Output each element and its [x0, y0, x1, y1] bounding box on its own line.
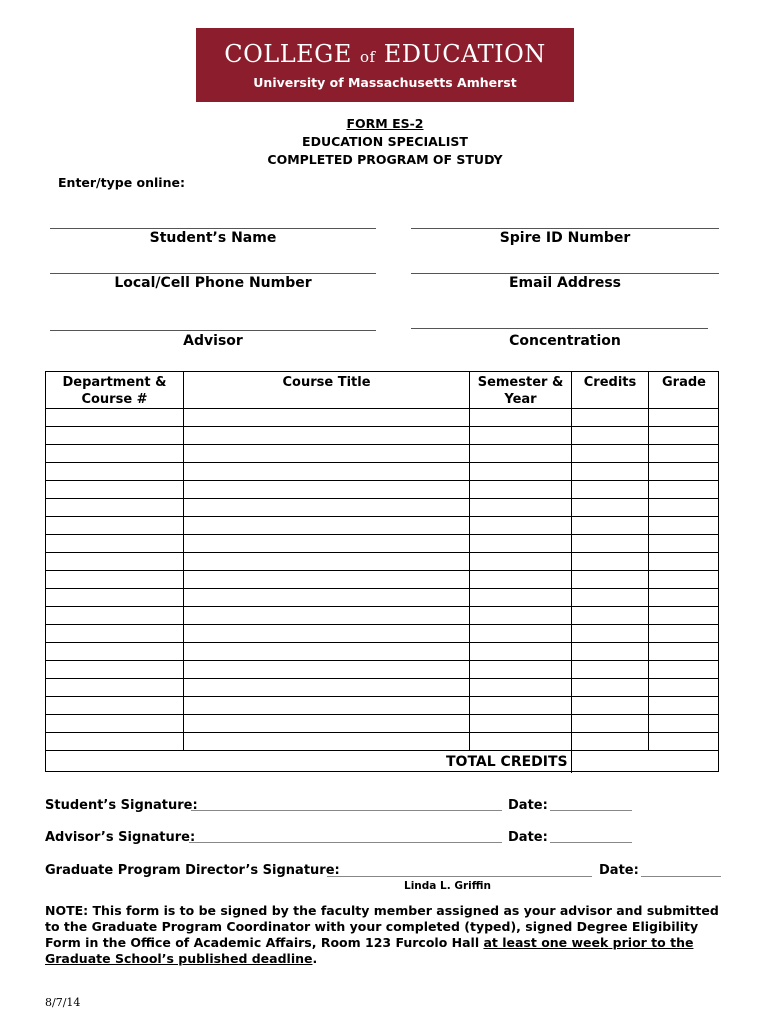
email-label: Email Address — [508, 275, 621, 291]
table-row[interactable] — [46, 553, 718, 570]
note-text: NOTE: This form is to be signed by the faculty member assigned as your advisor and submitted to the Graduate Program Coordinator with your completed (typed), signed Degree Eligibility Form in the Office of Academic Affairs, Room 123 Furcolo Hall — [45, 903, 719, 950]
table-row[interactable] — [46, 697, 718, 714]
table-row[interactable] — [46, 427, 718, 444]
email-field[interactable] — [411, 273, 719, 274]
header-semester: Semester & Year — [477, 375, 564, 407]
advisor-field[interactable] — [50, 330, 376, 331]
advisor-label: Advisor — [183, 333, 243, 349]
table-row[interactable] — [46, 409, 718, 426]
form-id: FORM ES-2 — [346, 116, 424, 131]
concentration-label: Concentration — [509, 333, 621, 349]
table-column-divider — [183, 372, 184, 750]
director-date-label: Date: — [599, 863, 639, 878]
table-column-divider — [648, 372, 649, 750]
phone-label: Local/Cell Phone Number — [114, 275, 312, 291]
table-row[interactable] — [46, 679, 718, 696]
table-row[interactable] — [46, 481, 718, 498]
spire-id-label: Spire ID Number — [499, 230, 631, 246]
director-signature-field[interactable] — [327, 876, 592, 877]
phone-field[interactable] — [50, 273, 376, 274]
table-row[interactable] — [46, 625, 718, 642]
revision-date: 8/7/14 — [45, 996, 81, 1009]
table-row[interactable] — [46, 733, 718, 750]
table-row[interactable] — [46, 571, 718, 588]
table-row[interactable] — [46, 715, 718, 732]
table-column-divider — [469, 372, 470, 750]
spire-id-field[interactable] — [411, 228, 719, 229]
course-table — [45, 371, 719, 772]
table-column-divider — [571, 372, 572, 773]
total-credits-field[interactable] — [572, 751, 718, 771]
student-name-label: Student’s Name — [149, 230, 277, 246]
table-row[interactable] — [46, 463, 718, 480]
form-subtitle: EDUCATION SPECIALIST — [302, 134, 468, 149]
student-name-field[interactable] — [50, 228, 376, 229]
logo-education: EDUCATION — [383, 40, 546, 68]
table-row[interactable] — [46, 589, 718, 606]
advisor-signature-field[interactable] — [189, 842, 502, 843]
logo-of: of — [359, 48, 376, 66]
director-date-field[interactable] — [641, 876, 721, 877]
logo-subtitle: University of Massachusetts Amherst — [253, 75, 517, 90]
submission-note — [45, 903, 727, 967]
form-title: COMPLETED PROGRAM OF STUDY — [267, 152, 503, 167]
student-signature-label: Student’s Signature: — [45, 798, 198, 813]
table-row[interactable] — [46, 607, 718, 624]
student-date-label: Date: — [508, 798, 548, 813]
concentration-field[interactable] — [411, 328, 708, 329]
college-logo — [196, 28, 574, 102]
director-signature-label: Graduate Program Director’s Signature: — [45, 863, 340, 878]
header-course-title: Course Title — [282, 375, 371, 390]
table-row[interactable] — [46, 499, 718, 516]
table-row[interactable] — [46, 643, 718, 660]
table-row[interactable] — [46, 661, 718, 678]
header-department: Department & Course # — [62, 375, 167, 407]
advisor-date-field[interactable] — [550, 842, 632, 843]
logo-college: COLLEGE — [224, 40, 352, 68]
student-date-field[interactable] — [550, 810, 632, 811]
logo-title — [196, 40, 574, 68]
total-credits-label: TOTAL CREDITS — [446, 754, 568, 770]
table-row[interactable] — [46, 517, 718, 534]
advisor-date-label: Date: — [508, 830, 548, 845]
student-signature-field[interactable] — [191, 810, 502, 811]
advisor-signature-label: Advisor’s Signature: — [45, 830, 196, 845]
table-row[interactable] — [46, 445, 718, 462]
instructions: Enter/type online: — [58, 175, 185, 190]
table-row[interactable] — [46, 535, 718, 552]
note-end: . — [312, 951, 318, 966]
header-credits: Credits — [583, 375, 637, 390]
header-grade: Grade — [662, 375, 706, 390]
director-name: Linda L. Griffin — [404, 880, 491, 892]
note-deadline: at least one week prior to the Graduate School’s published deadline — [45, 935, 694, 966]
